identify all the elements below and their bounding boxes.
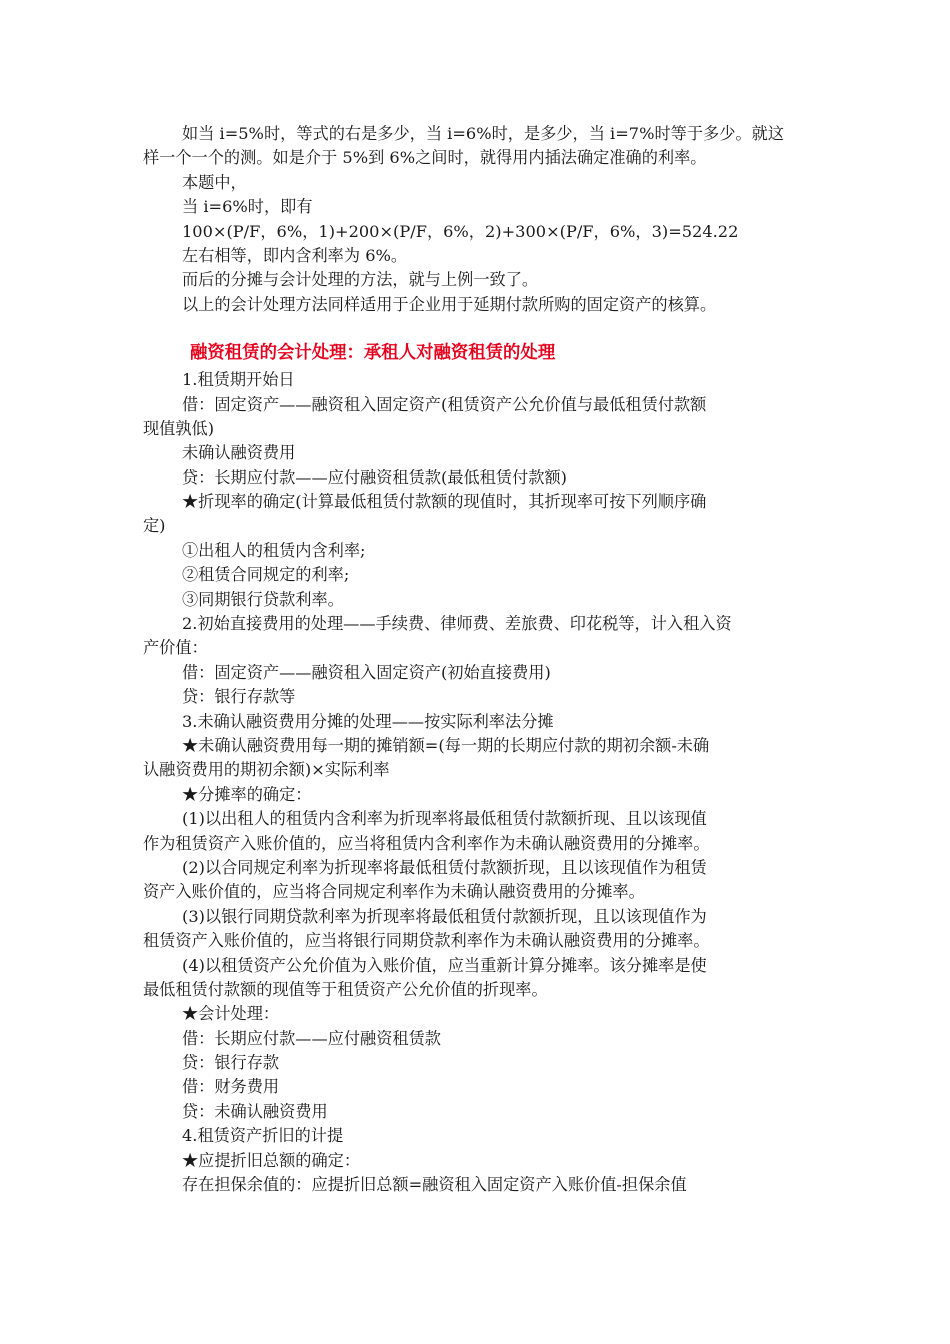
paragraph-line: 本题中，	[182, 172, 247, 192]
paragraph-line: 左右相等，即内含利率为 6%。	[182, 245, 408, 265]
paragraph-line: 产价值：	[143, 638, 208, 658]
paragraph-line: ★分摊率的确定：	[182, 784, 312, 804]
paragraph-line: ★未确认融资费用每一期的摊销额=(每一期的长期应付款的期初余额-未确	[182, 735, 710, 755]
paragraph-line: 借：财务费用	[182, 1077, 280, 1097]
list-item: ②租赁合同规定的利率;	[182, 565, 350, 585]
paragraph-line: 3.未确认融资费用分摊的处理——按实际利率法分摊	[182, 711, 554, 731]
paragraph-line: 借：长期应付款——应付融资租赁款	[182, 1028, 441, 1048]
paragraph-line: 资产入账价值的，应当将合同规定利率作为未确认融资费用的分摊率。	[143, 882, 645, 902]
paragraph-line: 2.初始直接费用的处理——手续费、律师费、差旅费、印花税等，计入租入资	[182, 614, 732, 634]
paragraph-line: 而后的分摊与会计处理的方法，就与上例一致了。	[182, 270, 539, 290]
paragraph-line: 样一个一个的测。如是介于 5%到 6%之间时，就得用内插法确定准确的利率。	[143, 148, 707, 168]
paragraph-line: (3)以银行同期贷款利率为折现率将最低租赁付款额折现，且以该现值作为	[182, 906, 707, 926]
paragraph-line: 以上的会计处理方法同样适用于企业用于延期付款所购的固定资产的核算。	[182, 294, 717, 314]
paragraph-line: (4)以租赁资产公允价值为入账价值，应当重新计算分摊率。该分摊率是使	[182, 955, 707, 975]
paragraph-line: 贷：未确认融资费用	[182, 1101, 328, 1121]
paragraph-line: 作为租赁资产入账价值的，应当将租赁内含利率作为未确认融资费用的分摊率。	[143, 833, 710, 853]
paragraph-line: (1)以出租人的租赁内含利率为折现率将最低租赁付款额折现、且以该现值	[182, 809, 707, 829]
paragraph-line: 租赁资产入账价值的，应当将银行同期贷款利率作为未确认融资费用的分摊率。	[143, 931, 710, 951]
paragraph-line: 4.租赁资产折旧的计提	[182, 1126, 344, 1146]
paragraph-line: ★折现率的确定(计算最低租赁付款额的现值时，其折现率可按下列顺序确	[182, 492, 707, 512]
formula-line: 100×(P/F，6%，1)+200×(P/F，6%，2)+300×(P/F，6%，3)=524.22	[182, 221, 739, 241]
paragraph-line: 1.租赁期开始日	[182, 370, 295, 390]
paragraph-line: 借：固定资产——融资租入固定资产(租赁资产公允价值与最低租赁付款额	[182, 394, 707, 414]
paragraph-line: 最低租赁付款额的现值等于租赁资产公允价值的折现率。	[143, 979, 548, 999]
paragraph-line: 当 i=6%时，即有	[182, 197, 313, 217]
paragraph-line: 未确认融资费用	[182, 443, 296, 463]
paragraph-line: (2)以合同规定利率为折现率将最低租赁付款额折现，且以该现值作为租赁	[182, 857, 707, 877]
list-item: ③同期银行贷款利率。	[182, 589, 344, 609]
paragraph-line: ★应提折旧总额的确定：	[182, 1150, 361, 1170]
spacer	[143, 317, 815, 338]
list-item: ①出租人的租赁内含利率;	[182, 540, 366, 560]
paragraph-line: 认融资费用的期初余额)×实际利率	[143, 760, 390, 780]
paragraph-line: ★会计处理：	[182, 1004, 280, 1024]
paragraph-line: 存在担保余值的：应提折旧总额=融资租入固定资产入账价值-担保余值	[182, 1175, 687, 1195]
paragraph-line: 如当 i=5%时，等式的右是多少，当 i=6%时，是多少，当 i=7%时等于多少。就这	[182, 124, 784, 143]
paragraph-line: 现值孰低)	[143, 418, 215, 438]
paragraph-line: 贷：长期应付款——应付融资租赁款(最低租赁付款额)	[182, 467, 567, 487]
section-title: 融资租赁的会计处理：承租人对融资租赁的处理	[190, 343, 556, 364]
paragraph-line: 定)	[143, 516, 166, 536]
document-content	[143, 122, 815, 1197]
paragraph-line: 贷：银行存款	[182, 1053, 280, 1073]
paragraph-line: 借：固定资产——融资租入固定资产(初始直接费用)	[182, 662, 551, 682]
paragraph-line: 贷：银行存款等	[182, 687, 296, 707]
